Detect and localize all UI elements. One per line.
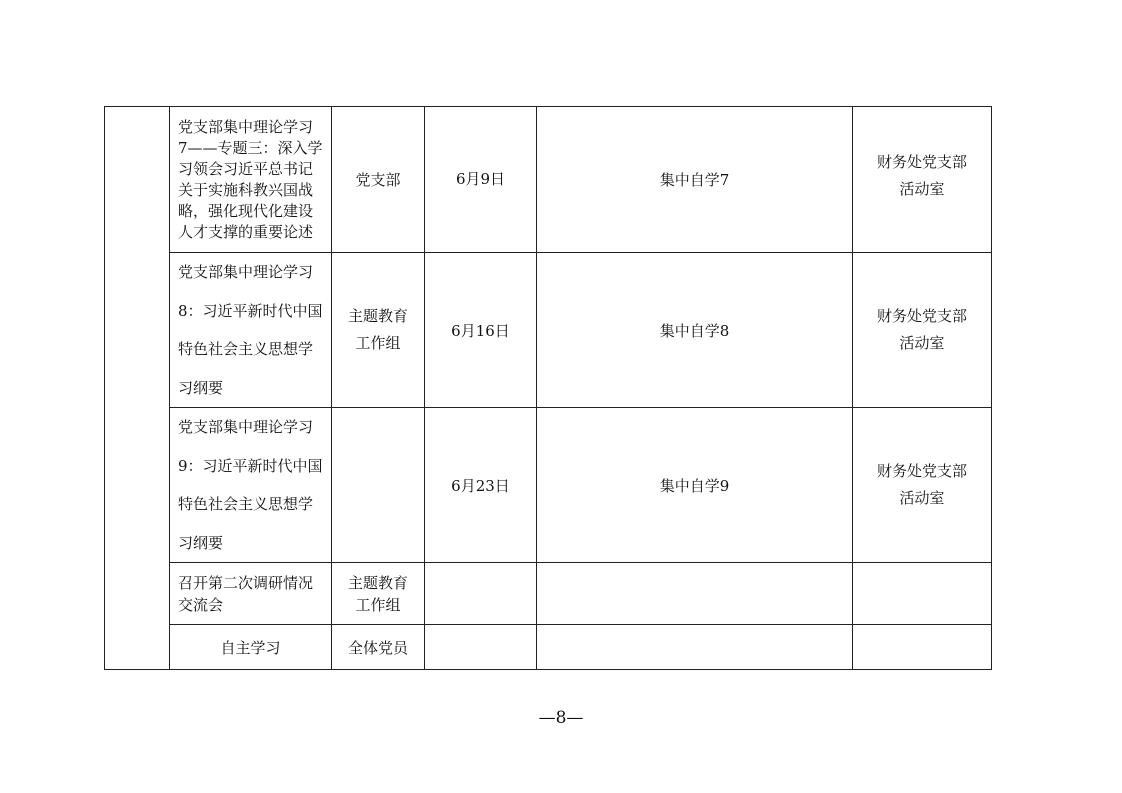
table-row: [105, 253, 992, 408]
topic-cell: [170, 408, 332, 563]
topic-line: 交流会: [178, 595, 224, 614]
topic-line: 习纲要: [178, 378, 224, 397]
location-line: 财务处党支部: [876, 307, 967, 325]
location-line: 活动室: [899, 180, 945, 198]
content-text: 集中自学7: [659, 171, 730, 189]
topic-line: 关于实施科教兴国战: [178, 180, 314, 199]
date-cell: [425, 625, 537, 670]
date-cell: [425, 107, 537, 253]
date-cell: [425, 408, 537, 563]
topic-line: 8：习近平新时代中国: [178, 301, 323, 320]
location-line: 财务处党支部: [876, 462, 967, 480]
topic-line: 党支部集中理论学习: [178, 263, 314, 281]
date-text: 6月16日: [451, 321, 510, 340]
organizer-line: 主题教育: [347, 573, 408, 592]
topic-line: 9：习近平新时代中国: [178, 456, 323, 475]
organizer-line: 工作组: [355, 334, 401, 352]
topic-line: 人才支撑的重要论述: [178, 222, 314, 241]
organizer-cell: [332, 563, 425, 625]
topic-line: 习纲要: [178, 533, 224, 552]
organizer-line: 主题教育: [347, 307, 408, 325]
topic-cell: [170, 625, 332, 670]
table-row: [105, 625, 992, 670]
topic-cell: [170, 107, 332, 253]
date-text: 6月23日: [451, 476, 510, 495]
date-text: 6月9日: [455, 170, 506, 188]
content-text: 集中自学8: [659, 321, 730, 340]
organizer-line: 全体党员: [347, 638, 408, 657]
topic-line: 特色社会主义思想学: [178, 340, 314, 358]
location-cell: [853, 107, 992, 253]
location-line: 活动室: [899, 334, 945, 352]
table-row: [105, 408, 992, 563]
table-row: [105, 563, 992, 625]
content-cell: [537, 563, 853, 625]
topic-line: 习领会习近平总书记: [178, 159, 314, 178]
merged-stage-cell: [105, 107, 170, 670]
organizer-cell: [332, 625, 425, 670]
topic-line: 特色社会主义思想学: [178, 495, 314, 513]
topic-cell: [170, 253, 332, 408]
date-cell: [425, 253, 537, 408]
content-text: 集中自学9: [659, 476, 730, 495]
table-row: [105, 107, 992, 253]
date-cell: [425, 563, 537, 625]
organizer-cell: [332, 408, 425, 563]
content-cell: [537, 253, 853, 408]
topic-line: 略，强化现代化建设: [178, 201, 314, 220]
location-cell: [853, 408, 992, 563]
organizer-cell: [332, 107, 425, 253]
topic-line: 党支部集中理论学习: [178, 418, 314, 436]
organizer-cell: [332, 253, 425, 408]
location-line: 财务处党支部: [876, 153, 967, 171]
topic-line: 召开第二次调研情况: [178, 573, 314, 592]
location-cell: [853, 253, 992, 408]
topic-line: 7——专题三：深入学: [178, 138, 323, 157]
organizer-line: 党支部: [355, 171, 401, 189]
page-number: —8—: [538, 708, 584, 728]
location-cell: [853, 625, 992, 670]
location-line: 活动室: [899, 489, 945, 507]
topic-cell: [170, 563, 332, 625]
topic-line: 党支部集中理论学习: [178, 117, 314, 136]
schedule-table: [104, 106, 992, 670]
content-cell: [537, 625, 853, 670]
topic-line: 自主学习: [220, 638, 281, 657]
organizer-line: 工作组: [355, 595, 401, 614]
location-cell: [853, 563, 992, 625]
content-cell: [537, 408, 853, 563]
content-cell: [537, 107, 853, 253]
